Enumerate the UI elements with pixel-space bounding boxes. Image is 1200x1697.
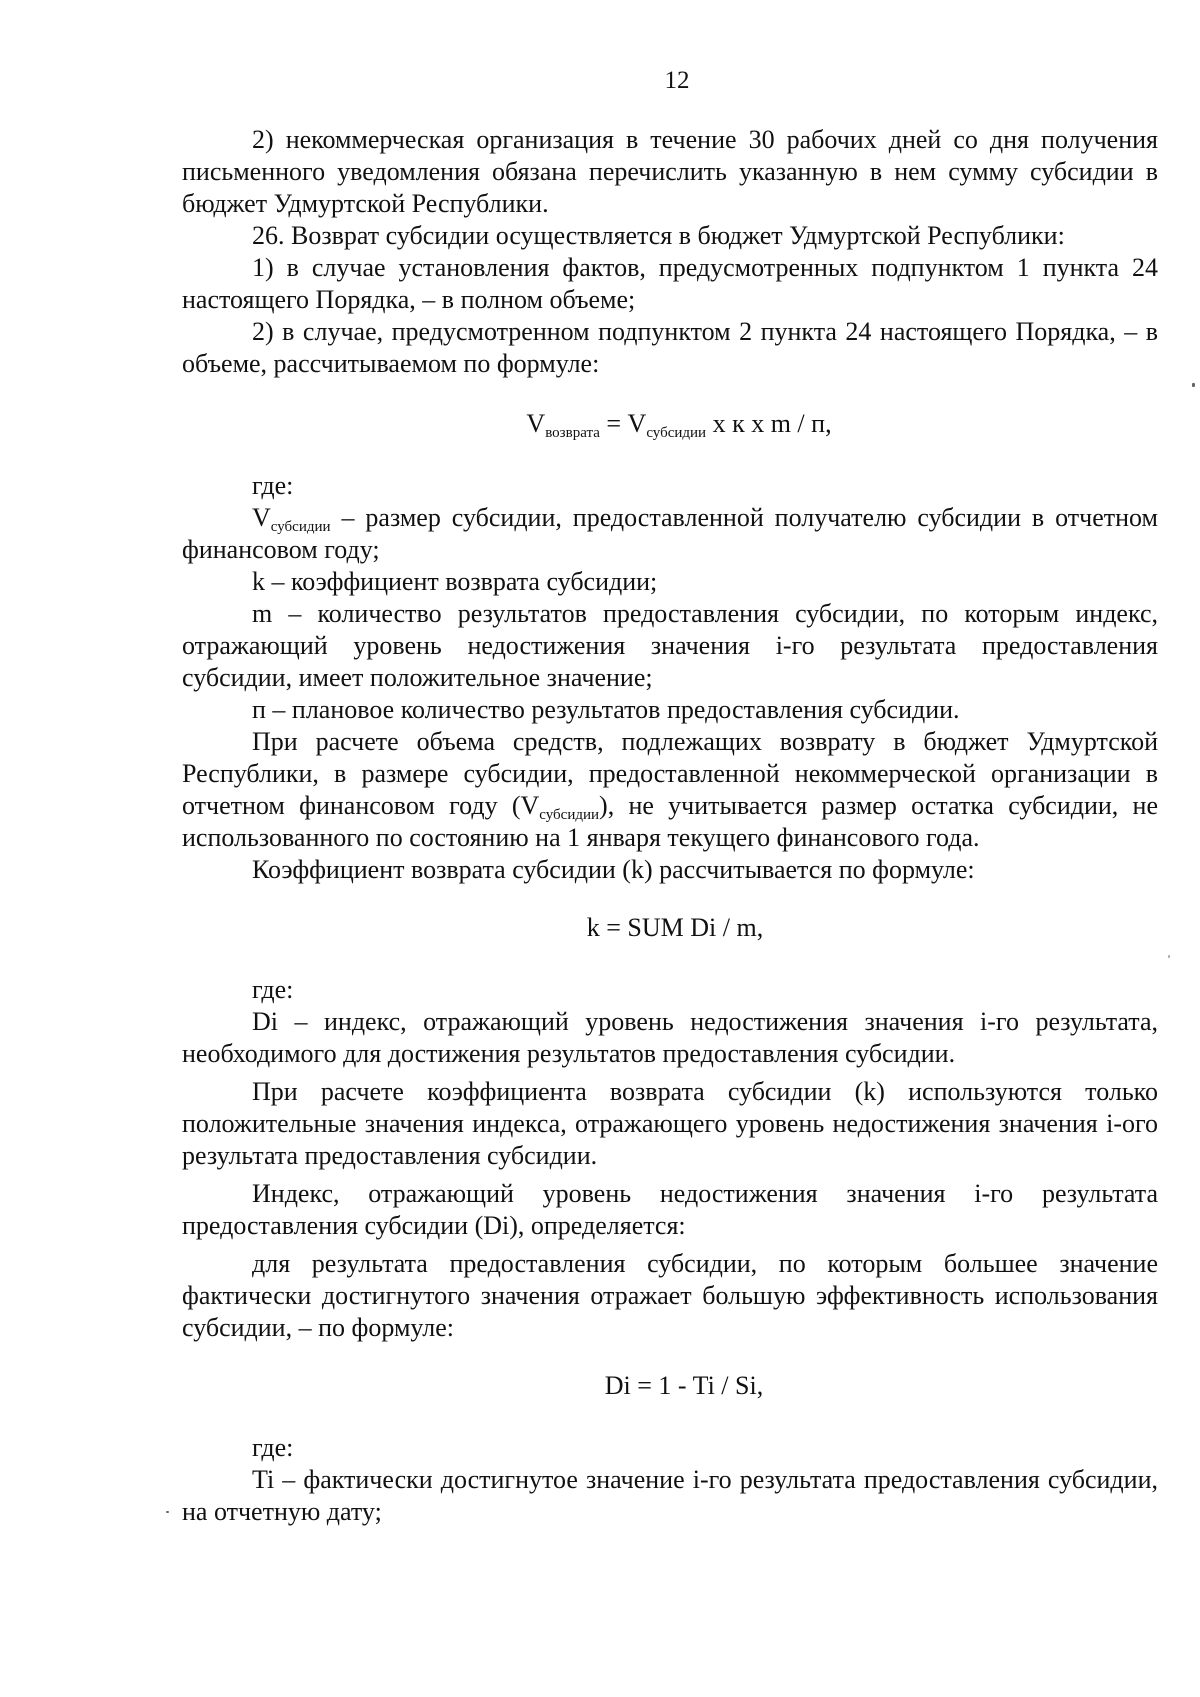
formula-sub-return: возврата: [545, 425, 600, 441]
formula-index: Di = 1 - Ti / Si,: [604, 1371, 764, 1400]
definition-v-subsidy: [182, 502, 1158, 566]
paragraph-index-defined: Индекс, отражающий уровень недостижения значения i-го результата предоставления субсидии (Di), определяется:: [182, 1179, 1158, 1240]
scan-speck: [166, 1511, 169, 1513]
formula-sub-subsidy: субсидии: [646, 425, 707, 441]
paragraph-return-calc-part1: При расчете объема средств, подлежащих возврату в бюджет Удмуртской Республики, в размере субсидии, предоставленной некоммерческой организации в отчетном финансовом году (V: [182, 727, 1158, 820]
definition-v-text: – размер субсидии, предоставленной получателю субсидии в отчетном финансовом году;: [182, 503, 1158, 564]
document-body: [182, 124, 1158, 1528]
definition-k: k – коэффициент возврата субсидии;: [252, 567, 658, 596]
formula-tail: x к x m / п,: [706, 409, 832, 438]
formula-return-volume: [182, 408, 1158, 440]
definition-m: m – количество результатов предоставления субсидии, по которым индекс, отражающий уровень недостижения значения i-го результата предоставления субсидии, имеет положительное значение;: [182, 599, 1158, 692]
paragraph-coefficient-intro: Коэффициент возврата субсидии (k) рассчитывается по формуле:: [252, 855, 975, 884]
paragraph-result-case: для результата предоставления субсидии, по которым большее значение фактически достигнутого значения отражает большую эффективность использования субсидии, – по формуле:: [182, 1249, 1158, 1342]
scan-speck: [1168, 955, 1170, 958]
formula-coefficient: k = SUM Di / m,: [586, 913, 764, 942]
paragraph-return-26: 26. Возврат субсидии осуществляется в бюджет Удмуртской Республики:: [252, 221, 1065, 250]
formula-equals: = V: [599, 409, 647, 438]
paragraph-notice-obligation: 2) некоммерческая организация в течение 30 рабочих дней со дня получения письменного уведомления обязана перечислить указанную в нем сумму субсидии в бюджет Удмуртской Республики.: [182, 125, 1158, 218]
paragraph-positive-values: При расчете коэффициента возврата субсидии (k) используются только положительные значения индекса, отражающего уровень недостижения значения i-ого результата предоставления субсидии.: [182, 1077, 1158, 1170]
paragraph-return-case-1: 1) в случае установления фактов, предусмотренных подпунктом 1 пункта 24 настоящего Порядка, – в полном объеме;: [182, 253, 1158, 314]
scan-speck: [1192, 383, 1195, 387]
definition-n: п – плановое количество результатов предоставления субсидии.: [252, 695, 960, 724]
where-label-3: где:: [252, 1433, 294, 1462]
definition-v: V: [252, 503, 271, 532]
definition-ti: Ti – фактически достигнутое значение i-го результата предоставления субсидии, на отчетную дату;: [182, 1465, 1158, 1526]
where-label-1: где:: [252, 471, 294, 500]
page-number: 12: [664, 67, 690, 94]
paragraph-return-calc-sub: субсидии: [539, 807, 600, 823]
definition-di: Di – индекс, отражающий уровень недостижения значения i-го результата, необходимого для достижения результатов предоставления субсидии.: [182, 1007, 1158, 1068]
paragraph-return-case-2: 2) в случае, предусмотренном подпунктом 2 пункта 24 настоящего Порядка, – в объеме, рассчитываемом по формуле:: [182, 317, 1158, 378]
paragraph-return-calc-part2: ), не учитывается размер остатка субсидии, не использованного по состоянию на 1 января текущего финансового года.: [182, 791, 1159, 852]
definition-v-sub: субсидии: [270, 519, 331, 535]
formula-v: V: [526, 409, 546, 438]
paragraph-return-calculation: [182, 726, 1158, 854]
where-label-2: где:: [252, 975, 294, 1004]
